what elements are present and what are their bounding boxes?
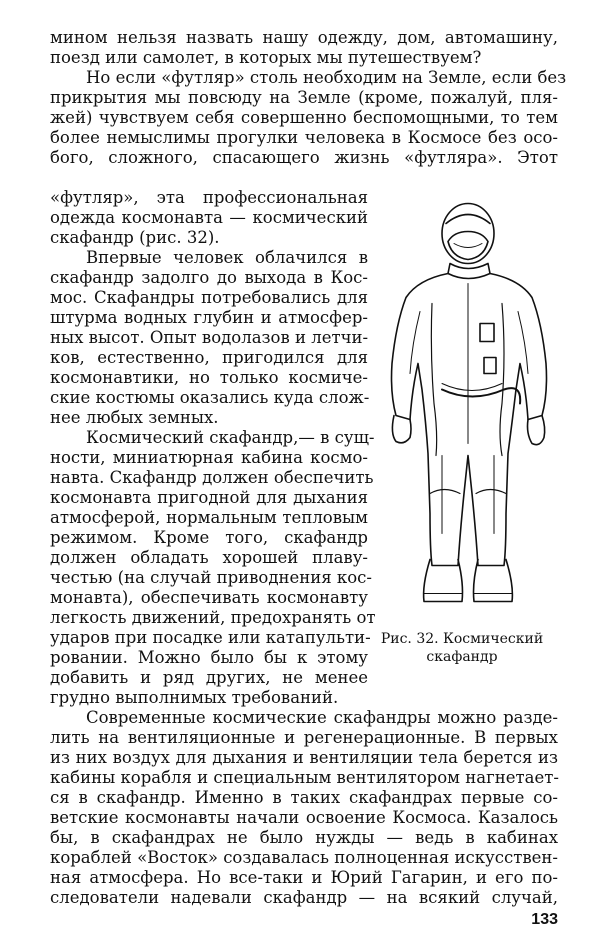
text-line: ная атмосфера. Но все-таки и Юрий Гагарин, и его по- [50,868,558,887]
visor-shape [448,232,488,260]
text-line: нее любых земных. [50,408,219,427]
text-line: космонавта пригодной для дыхания [50,488,368,507]
text-line: атмосферой, нормальным тепловым [50,508,368,527]
text-line: мос. Скафандры потребовались для [50,288,368,307]
spacesuit-illustration [372,183,552,624]
text-line: из них воздух для дыхания и вентиляции тела берется из [50,748,558,767]
text-line: ности, миниатюрная кабина космо- [50,448,368,467]
text-line: бого, сложного, спасающего жизнь «футляра». Этот [50,148,558,167]
text-line: «футляр», эта профессиональная [50,188,368,207]
chest-pocket [484,358,496,374]
figure-caption: Рис. 32. Космический [380,631,544,647]
text-line: лить на вентиляционные и регенерационные. В первых [50,728,558,747]
text-line: монавта), обеспечивать космонавту [50,588,368,607]
text-line: прикрытия мы повсюду на Земле (кроме, пожалуй, пля- [50,88,558,107]
helmet-shape [442,204,494,264]
text-line: Но если «футляр» столь необходим на Земле, если без [86,68,567,87]
text-line: бы, в скафандрах не было нужды — ведь в кабинах [50,828,558,847]
text-line: ветские космонавты начали освоение Космоса. Казалось [50,808,558,827]
text-line: Впервые человек облачился в [86,248,368,267]
chest-pocket [480,324,494,342]
text-line: штурма водных глубин и атмосфер- [50,308,368,327]
text-line: ных высот. Опыт водолазов и летчи- [50,328,369,347]
text-line: режимом. Кроме того, скафандр [50,528,368,547]
text-line: ские костюмы оказались куда слож- [50,388,370,407]
text-line: добавить и ряд других, не менее [50,668,368,687]
text-line: честью (на случай приводнения кос- [50,568,372,587]
hose-shape [442,388,520,403]
text-line: более немыслимы прогулки человека в Космосе без осо- [50,128,558,147]
text-line: кабины корабля и специальным вентилятором нагнетает- [50,768,559,787]
right-glove [528,416,545,445]
text-line: навта. Скафандр должен обеспечить [50,468,374,487]
text-line: поезд или самолет, в которых мы путешествуем? [50,48,482,67]
collar-shape [448,264,490,279]
text-line: кораблей «Восток» создавалась полноценная искусствен- [50,848,558,867]
text-line: жей) чувствуем себя совершенно беспомощными, то тем [50,108,558,127]
text-line: легкость движений, предохранять от [50,608,376,627]
text-line: Космический скафандр,— в сущ- [86,428,375,447]
text-line: ровании. Можно было бы к этому [50,648,368,667]
text-line: ся в скафандр. Именно в таких скафандрах первые со- [50,788,558,807]
text-line: мином нельзя назвать нашу одежду, дом, автомашину, [50,28,558,47]
text-line: следователи надевали скафандр — на всякий случай, [50,888,558,907]
page-number: 133 [531,911,558,928]
suit-outline [392,274,547,566]
text-line: одежда космонавта — космический [50,208,368,227]
text-line: должен обладать хорошей плаву- [50,548,368,567]
text-line: ударов при посадке или катапульти- [50,628,371,647]
text-line: ков, естественно, пригодился для [50,348,368,367]
text-line: грудно выполнимых требований. [50,688,339,707]
text-line: космонавтики, но только космиче- [50,368,368,387]
figure-caption: скафандр [426,649,498,665]
text-line: Современные космические скафандры можно разде- [86,708,558,727]
text-line: скафандр задолго до выхода в Кос- [50,268,368,287]
text-line: скафандр (рис. 32). [50,228,220,247]
